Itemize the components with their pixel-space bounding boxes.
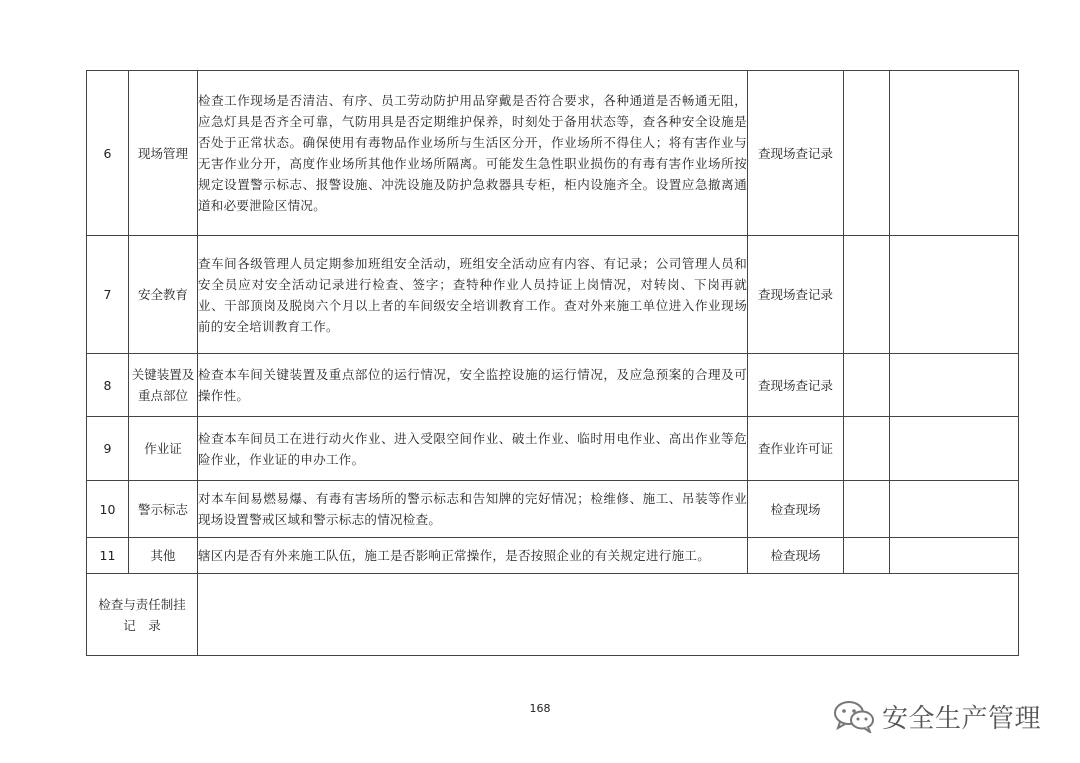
record-row: [87, 574, 1019, 656]
row-item: 警示标志: [129, 481, 198, 538]
row-content: 检查本车间员工在进行动火作业、进入受限空间作业、破土作业、临时用电作业、高出作业等危险作业，作业证的申办工作。: [198, 417, 748, 481]
row-item: 其他: [129, 538, 198, 574]
row-number: 9: [87, 417, 129, 481]
table-row: [87, 354, 1019, 417]
row-number: 10: [87, 481, 129, 538]
table-row: [87, 481, 1019, 538]
table-row: [87, 538, 1019, 574]
row-method: 查现场查记录: [748, 71, 844, 236]
row-content: 检查本车间关键装置及重点部位的运行情况，安全监控设施的运行情况，及应急预案的合理及可操作性。: [198, 354, 748, 417]
row-blank-cell: [844, 354, 890, 417]
row-item: 安全教育: [129, 236, 198, 354]
row-method: 查现场查记录: [748, 236, 844, 354]
row-number: 11: [87, 538, 129, 574]
row-content: 检查工作现场是否清洁、有序、员工劳动防护用品穿戴是否符合要求，各种通道是否畅通无阻，应急灯具是否齐全可靠，气防用具是否定期维护保养，时刻处于备用状态等，查各种安全设施是否处于正常状态。确保使用有毒物品作业场所与生活区分开，作业场所不得住人；将有害作业与无害作业分开，高度作业场所其他作业场所隔离。可能发生急性职业损伤的有毒有害作业场所按规定设置警示标志、报警设施、冲洗设施及防护急救器具专柜，柜内设施齐全。设置应急撤离通道和必要泄险区情况。: [198, 71, 748, 236]
table-row: [87, 417, 1019, 481]
row-blank-cell: [844, 481, 890, 538]
record-label: [87, 574, 198, 656]
row-method: 检查现场: [748, 538, 844, 574]
row-method: 查现场查记录: [748, 354, 844, 417]
row-blank-cell: [844, 71, 890, 236]
row-blank-cell: [890, 71, 1019, 236]
record-label-line2: 记 录: [123, 617, 161, 633]
row-item: 作业证: [129, 417, 198, 481]
table-row: [87, 71, 1019, 236]
record-label-line1: 检查与责任制挂: [98, 596, 186, 612]
inspection-table: [86, 70, 1019, 656]
row-content: 对本车间易燃易爆、有毒有害场所的警示标志和告知牌的完好情况；检维修、施工、吊装等作业现场设置警戒区域和警示标志的情况检查。: [198, 481, 748, 538]
row-blank-cell: [844, 236, 890, 354]
table-row: [87, 236, 1019, 354]
row-item: 关键装置及重点部位: [129, 354, 198, 417]
row-method: 查作业许可证: [748, 417, 844, 481]
row-number: 8: [87, 354, 129, 417]
row-blank-cell: [890, 538, 1019, 574]
record-content-cell: [198, 574, 1019, 656]
row-content: 查车间各级管理人员定期参加班组安全活动，班组安全活动应有内容、有记录；公司管理人员和安全员应对安全活动记录进行检查、签字；查特种作业人员持证上岗情况，对转岗、下岗再就业、干部顶岗及脱岗六个月以上者的车间级安全培训教育工作。查对外来施工单位进入作业现场前的安全培训教育工作。: [198, 236, 748, 354]
row-blank-cell: [890, 354, 1019, 417]
row-item: 现场管理: [129, 71, 198, 236]
page-number: 168: [529, 702, 551, 715]
wechat-icon: [832, 699, 876, 733]
row-content: 辖区内是否有外来施工队伍，施工是否影响正常操作，是否按照企业的有关规定进行施工。: [198, 538, 748, 574]
row-blank-cell: [844, 538, 890, 574]
row-number: 7: [87, 236, 129, 354]
row-blank-cell: [890, 417, 1019, 481]
row-blank-cell: [844, 417, 890, 481]
row-number: 6: [87, 71, 129, 236]
row-blank-cell: [890, 236, 1019, 354]
watermark: [832, 696, 1041, 736]
row-blank-cell: [890, 481, 1019, 538]
row-method: 检查现场: [748, 481, 844, 538]
watermark-text: 安全生产管理: [882, 703, 1042, 734]
